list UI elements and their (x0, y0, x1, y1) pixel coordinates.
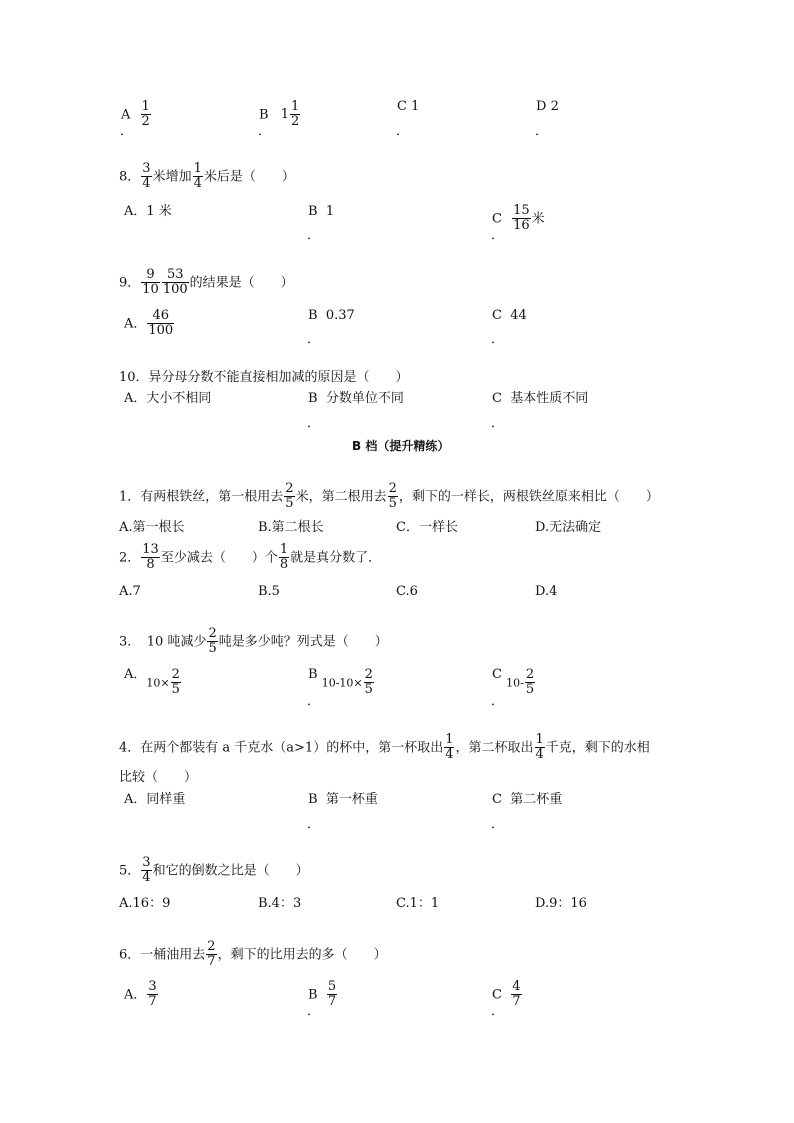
q9-stem: 9． $\frac{9}{10}$ $\frac{53}{100}$ 的结果是（ ） (119, 267, 294, 298)
q8-stem: 8． $\frac{3}{4}$ 米增加 $\frac{1}{4}$ 米后是（ ） (119, 161, 295, 192)
option-dot: ． (491, 416, 505, 431)
q9-option-a[interactable]: A． $\frac{46}{100}$ (124, 308, 174, 339)
b6-option-a[interactable]: A． $\frac{3}{7}$ (124, 979, 157, 1010)
fraction: $\frac{2}{7}$ (207, 939, 216, 970)
option-dot: ． (307, 694, 321, 709)
q10-option-a[interactable]: A．大小不相同 (124, 391, 212, 406)
q8-option-b[interactable]: B 1 (308, 204, 335, 219)
b1-option-b[interactable]: B.第二根长 (258, 520, 324, 535)
option-dot: ． (307, 228, 321, 243)
q7-option-d[interactable]: D 2 (536, 99, 559, 114)
q9-option-b[interactable]: B 0.37 (308, 308, 355, 323)
fraction: $\frac{3}{4}$ (142, 855, 151, 886)
fraction: $\frac{4}{7}$ (512, 979, 521, 1010)
b2-stem: 2． $\frac{13}{8}$ 至少减去（ ）个 $\frac{1}{8}$ 就是真分数了． (119, 542, 382, 573)
option-dot: ． (491, 228, 505, 243)
option-dot: ． (307, 416, 321, 431)
fraction: $\frac{15}{16}$ (513, 203, 530, 234)
q9-option-c[interactable]: C 44 (492, 308, 527, 323)
fraction: $\frac{2}{5}$ (364, 667, 373, 698)
b5-stem: 5． $\frac{3}{4}$ 和它的倒数之比是（ ） (119, 855, 309, 886)
b3-stem: 3． 10 吨减少 $\frac{2}{5}$ 吨是多少吨？列式是（ ） (119, 626, 388, 657)
option-dot: ． (491, 694, 505, 709)
b1-option-d[interactable]: D.无法确定 (535, 520, 602, 535)
fraction: $\frac{1}{8}$ (279, 542, 289, 573)
b4-option-c[interactable]: C 第二杯重 (492, 792, 563, 807)
fraction: $\frac{3}{4}$ (142, 161, 151, 192)
b5-option-b[interactable]: B.4：3 (258, 896, 302, 911)
fraction: $\frac{1}{4}$ (445, 732, 454, 763)
b2-option-d[interactable]: D.4 (535, 584, 558, 599)
fraction: $\frac{5}{7}$ (327, 979, 337, 1010)
b3-option-c[interactable]: C 10- $\frac{2}{5}$ (492, 667, 535, 698)
b1-option-a[interactable]: A.第一根长 (119, 520, 185, 535)
q7-option-c[interactable]: C 1 (397, 99, 420, 114)
fraction: $\frac{46}{100}$ (148, 308, 174, 339)
b4-stem-line2: 比较（ ） (119, 770, 198, 785)
fraction: $\frac{2}{5}$ (525, 667, 535, 698)
q10-option-c[interactable]: C 基本性质不同 (492, 391, 589, 406)
fraction: $\frac{2}{5}$ (171, 667, 180, 698)
option-dot: ． (491, 332, 505, 347)
fraction: $\frac{53}{100}$ (162, 267, 188, 298)
b5-option-a[interactable]: A.16：9 (119, 896, 171, 911)
option-dot: ． (120, 124, 134, 139)
b5-option-d[interactable]: D.9：16 (535, 896, 587, 911)
b2-option-c[interactable]: C.6 (396, 584, 418, 599)
b2-option-b[interactable]: B.5 (258, 584, 280, 599)
b3-option-a[interactable]: A．10× $\frac{2}{5}$ (124, 667, 180, 698)
q7-option-b[interactable]: B 1 $\frac{1}{2}$ (259, 99, 300, 130)
fraction: $\frac{2}{5}$ (388, 481, 397, 512)
option-dot: ． (307, 332, 321, 347)
fraction: $\frac{3}{7}$ (148, 979, 157, 1010)
b3-option-b[interactable]: B 10-10× $\frac{2}{5}$ (308, 667, 373, 698)
fraction: $\frac{1}{2}$ (290, 99, 300, 130)
b6-stem: 6．一桶油用去 $\frac{2}{7}$ ，剩下的比用去的多（ ） (119, 939, 387, 970)
option-dot: ． (491, 817, 505, 832)
q8-option-a[interactable]: A．1 米 (124, 204, 172, 219)
b4-option-b[interactable]: B 第一杯重 (308, 792, 378, 807)
fraction: $\frac{1}{2}$ (141, 99, 150, 130)
option-dot: ． (491, 1004, 505, 1019)
fraction: $\frac{2}{5}$ (285, 481, 294, 512)
fraction: $\frac{13}{8}$ (142, 542, 159, 573)
fraction: $\frac{1}{4}$ (535, 732, 544, 763)
option-dot: ． (258, 124, 272, 139)
fraction: $\frac{9}{10}$ (142, 267, 159, 298)
fraction: $\frac{2}{5}$ (208, 626, 217, 657)
section-b-heading: B 档（提升精练） (352, 439, 450, 453)
q7-option-a[interactable]: A $\frac{1}{2}$ (121, 99, 150, 130)
option-dot: ． (307, 1004, 321, 1019)
option-dot: ． (535, 124, 549, 139)
b5-option-c[interactable]: C.1：1 (396, 896, 440, 911)
q10-option-b[interactable]: B 分数单位不同 (308, 391, 404, 406)
b4-option-a[interactable]: A．同样重 (124, 792, 186, 807)
b6-option-c[interactable]: C $\frac{4}{7}$ (492, 979, 521, 1010)
b6-option-b[interactable]: B $\frac{5}{7}$ (308, 979, 337, 1010)
b4-stem: 4．在两个都装有 a 千克水（a>1）的杯中，第一杯取出 $\frac{1}{4}$ ，第二杯取出 $\frac{1}{4}$ 千克，剩下的水相 (119, 732, 650, 763)
b1-stem: 1．有两根铁丝，第一根用去 $\frac{2}{5}$ 米，第二根用去 $\frac{2}{5}$ ，剩下的一样长，两根铁丝原来相比（ ） (119, 481, 659, 512)
fraction: $\frac{1}{4}$ (193, 161, 202, 192)
q10-stem: 10．异分母分数不能直接相加减的原因是（ ） (119, 370, 409, 385)
q8-option-c[interactable]: C $\frac{15}{16}$ 米 (492, 203, 545, 234)
option-dot: ． (307, 817, 321, 832)
b1-option-c[interactable]: C．一样长 (396, 520, 458, 535)
b2-option-a[interactable]: A.7 (119, 584, 141, 599)
option-dot: ． (396, 124, 410, 139)
